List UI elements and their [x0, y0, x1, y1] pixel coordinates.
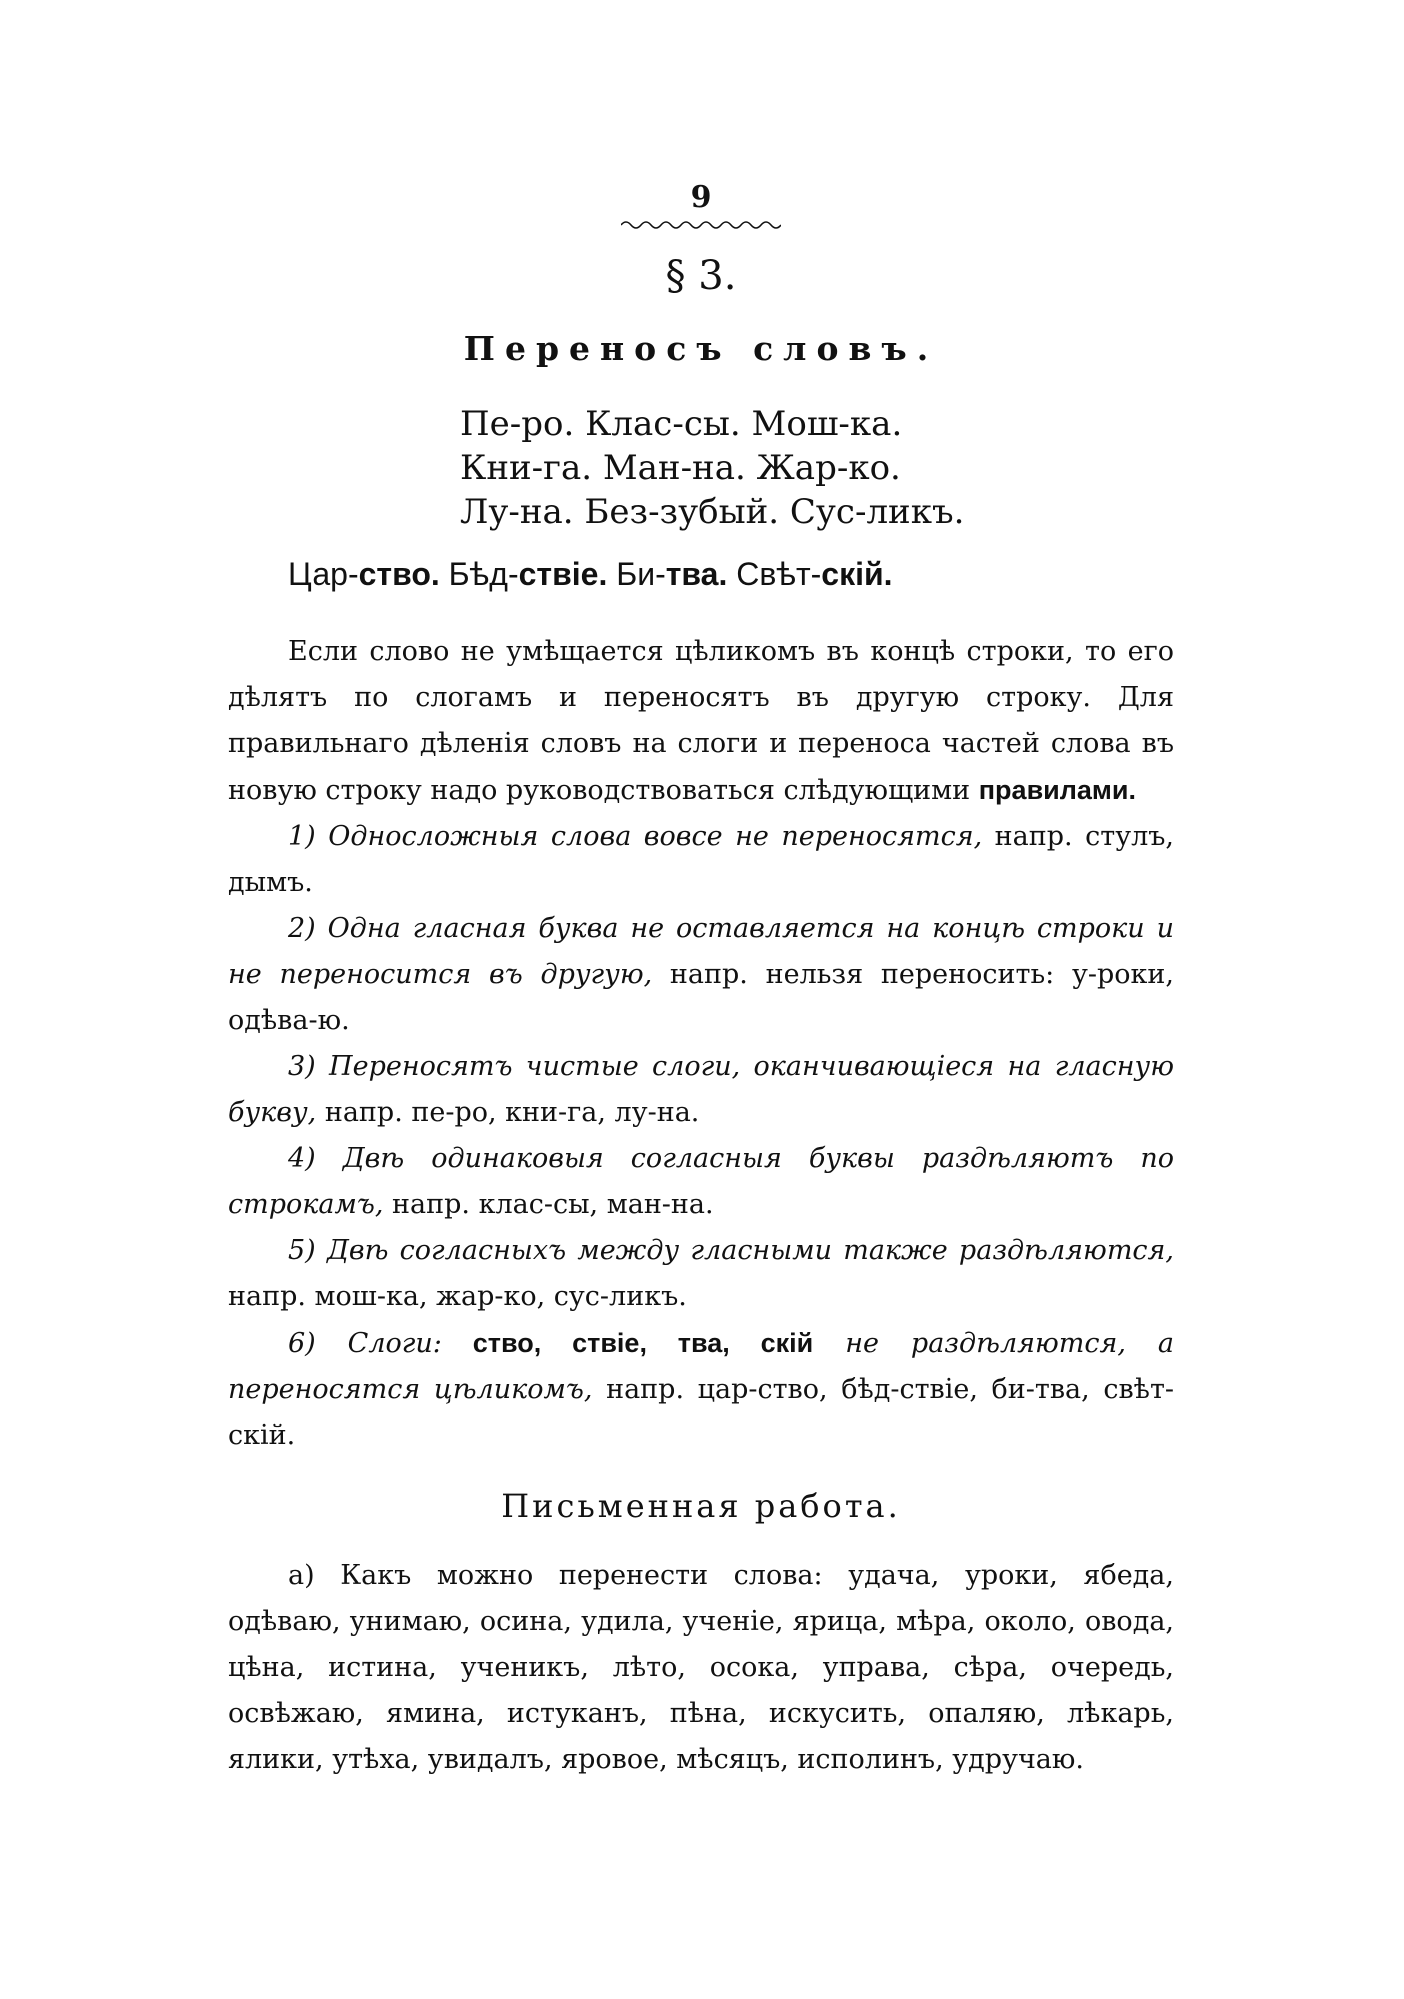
- rule-example: напр. мош-ка, жар-ко, сус-ликъ.: [228, 1281, 687, 1312]
- example-bold-part: скій.: [821, 556, 893, 592]
- example-bold-part: ство.: [358, 556, 440, 592]
- rule-italic: Односложныя слова вовсе не переносятся,: [315, 821, 983, 852]
- example-part: Свѣт-: [727, 556, 822, 592]
- rule-example: напр. пе-ро, кни-га, лу-на.: [316, 1097, 700, 1128]
- rule-6: [228, 1320, 1174, 1459]
- rule-example: напр. стулъ, дымъ.: [228, 821, 1174, 898]
- section-number: § 3.: [665, 253, 737, 299]
- rule-4: [228, 1136, 1174, 1228]
- section-title: Переносъ словъ.: [463, 329, 939, 368]
- rule-italic: Двѣ согласныхъ между гласными также раздѣляются,: [315, 1235, 1174, 1266]
- example-part: Бѣд-: [439, 556, 519, 592]
- rule-5: [228, 1228, 1174, 1320]
- rule-number: 2): [288, 913, 316, 944]
- rule-italic: Слоги:: [315, 1328, 442, 1359]
- rule-example: напр. цар-ство, бѣд-ствіе, би-тва, свѣт-скій.: [228, 1374, 1174, 1451]
- rule-number: 1): [288, 821, 316, 852]
- rule-italic: Двѣ одинаковыя согласныя буквы раздѣляютъ по строкамъ,: [228, 1143, 1174, 1220]
- example-line: Лу-на. Без-зубый. Сус-ликъ.: [460, 492, 965, 532]
- example-line: Кни-га. Ман-на. Жар-ко.: [460, 448, 901, 488]
- example-part: Цар-: [288, 556, 359, 592]
- exercise-paragraph: а) Какъ можно перенести слова: удача, уроки, ябеда, одѣваю, унимаю, осина, удила, ученіе, ярица, мѣра, около, овода, цѣна, истина, ученикъ, лѣто, осока, управа, сѣра, очередь, освѣжаю, ямина, истуканъ, пѣна, искусить, опаляю, лѣкарь, ялики, утѣха, увидалъ, яровое, мѣсяцъ, исполинъ, удручаю.: [228, 1560, 1174, 1775]
- rule-number: 6): [288, 1328, 316, 1359]
- rule-number: 3): [288, 1051, 316, 1082]
- intro-text: Если слово не умѣщается цѣликомъ въ концѣ строки, то его дѣлятъ по слогамъ и переносятъ въ другую строку. Для правильнаго дѣленія словъ на слоги и переноса частей слова въ новую строку надо руководствоваться слѣдующими: [228, 636, 1174, 806]
- rule-bold-syllables: ство, ствіе, тва, скій: [441, 1328, 814, 1358]
- written-work-title: Письменная работа.: [501, 1487, 901, 1525]
- rule-example: напр. клас-сы, ман-на.: [383, 1189, 714, 1220]
- special-syllable-examples: [288, 556, 1174, 593]
- rule-3: [228, 1044, 1174, 1136]
- rule-1: [228, 814, 1174, 906]
- example-part: Би-: [607, 556, 666, 592]
- rule-italic: Одна гласная буква не оставляется на концѣ строки и не переносится въ другую,: [228, 913, 1174, 990]
- intro-bold-word: правилами.: [978, 775, 1137, 805]
- rule-italic: не раздѣляются, а переносятся цѣликомъ,: [228, 1328, 1175, 1405]
- example-bold-part: ствіе.: [518, 556, 608, 592]
- rule-example: напр. нельзя переносить: у-роки, одѣва-ю.: [228, 959, 1174, 1036]
- example-bold-part: тва.: [665, 556, 728, 592]
- rule-number: 4): [288, 1143, 316, 1174]
- ornament-divider: [621, 219, 781, 231]
- intro-paragraph: [228, 629, 1174, 814]
- example-line: Пе-ро. Клас-сы. Мош-ка.: [460, 404, 903, 444]
- rule-italic: Переносятъ чистые слоги, оканчивающіеся на гласную букву,: [228, 1051, 1174, 1128]
- page-number: 9: [690, 180, 712, 215]
- page: [228, 180, 1174, 1783]
- syllable-examples: [460, 402, 1174, 534]
- rule-2: [228, 906, 1174, 1044]
- rule-number: 5): [288, 1235, 316, 1266]
